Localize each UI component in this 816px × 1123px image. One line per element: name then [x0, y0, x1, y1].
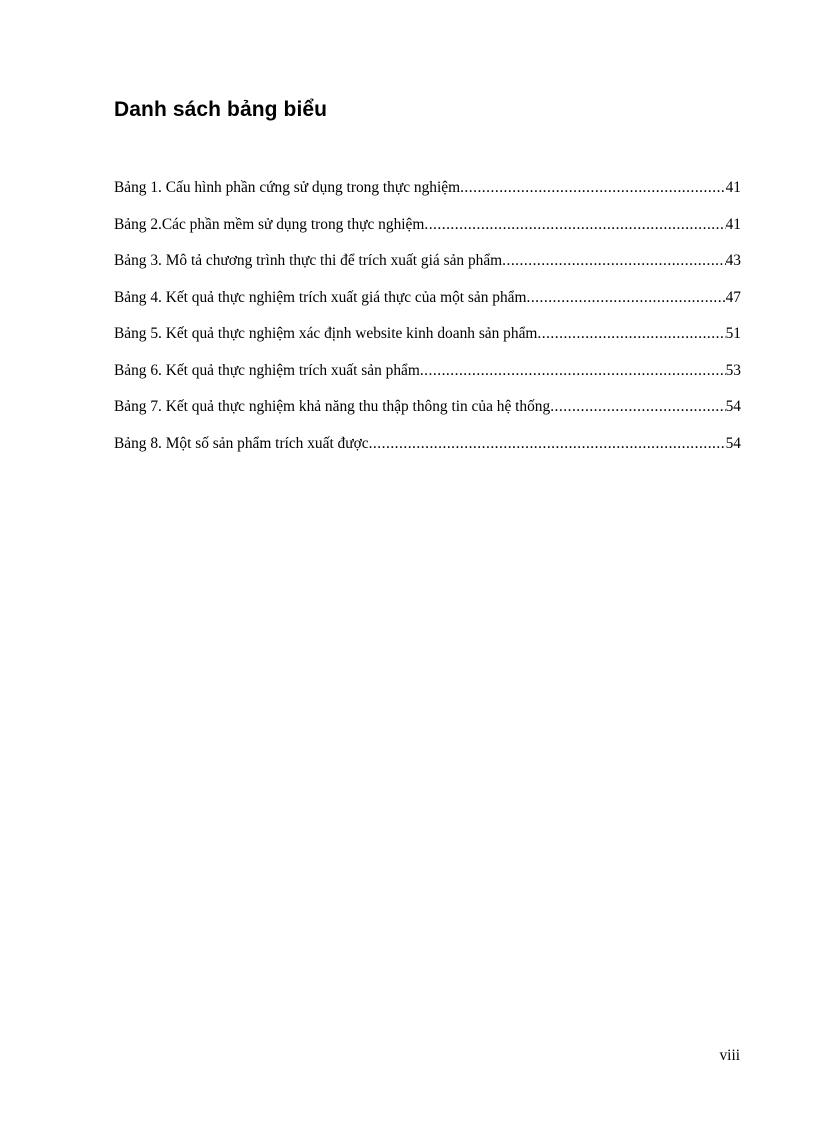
dot-leader	[502, 251, 725, 271]
toc-entry-page: 51	[725, 325, 741, 342]
toc-entry[interactable]	[114, 251, 741, 288]
dot-leader	[526, 288, 725, 308]
toc-entry-title: Bảng 4. Kết quả thực nghiệm trích xuất giá thực của một sản phẩm	[114, 288, 527, 306]
toc-entry-page: 47	[725, 288, 741, 306]
dot-leader	[537, 324, 725, 344]
toc-entry-title: Bảng 1. Cấu hình phần cứng sử dụng trong thực nghiệm	[114, 179, 461, 196]
page-title: Danh sách bảng biểu	[114, 98, 328, 121]
toc-entry[interactable]	[114, 434, 741, 471]
toc-entry-title: Bảng 2.Các phần mềm sử dụng trong thực nghiệm	[114, 215, 425, 233]
toc-entry-page: 41	[725, 179, 741, 196]
toc-entry[interactable]	[114, 215, 741, 252]
toc-entry-page: 54	[725, 398, 741, 415]
dot-leader	[460, 178, 726, 198]
toc-entry-page: 43	[725, 252, 741, 269]
page-number: viii	[719, 1047, 740, 1064]
table-list	[114, 178, 741, 470]
toc-entry-page: 41	[725, 215, 741, 233]
toc-entry-title: Bảng 5. Kết quả thực nghiệm xác định website kinh doanh sản phẩm	[114, 325, 538, 342]
dot-leader	[420, 361, 726, 381]
toc-entry[interactable]	[114, 361, 741, 398]
toc-entry-title: Bảng 6. Kết quả thực nghiệm trích xuất sản phẩm	[114, 361, 420, 379]
toc-entry-page: 53	[725, 361, 741, 379]
toc-entry-title: Bảng 8. Một số sản phẩm trích xuất được	[114, 434, 369, 452]
toc-entry[interactable]	[114, 288, 741, 325]
toc-entry-title: Bảng 3. Mô tả chương trình thực thi để trích xuất giá sản phẩm	[114, 252, 503, 269]
dot-leader	[550, 397, 725, 417]
toc-entry-page: 54	[725, 434, 741, 452]
toc-entry[interactable]	[114, 178, 741, 215]
dot-leader	[369, 434, 726, 454]
toc-entry[interactable]	[114, 324, 741, 361]
dot-leader	[424, 215, 725, 235]
toc-entry[interactable]	[114, 397, 741, 434]
toc-entry-title: Bảng 7. Kết quả thực nghiệm khả năng thu thập thông tin của hệ thống	[114, 398, 551, 415]
